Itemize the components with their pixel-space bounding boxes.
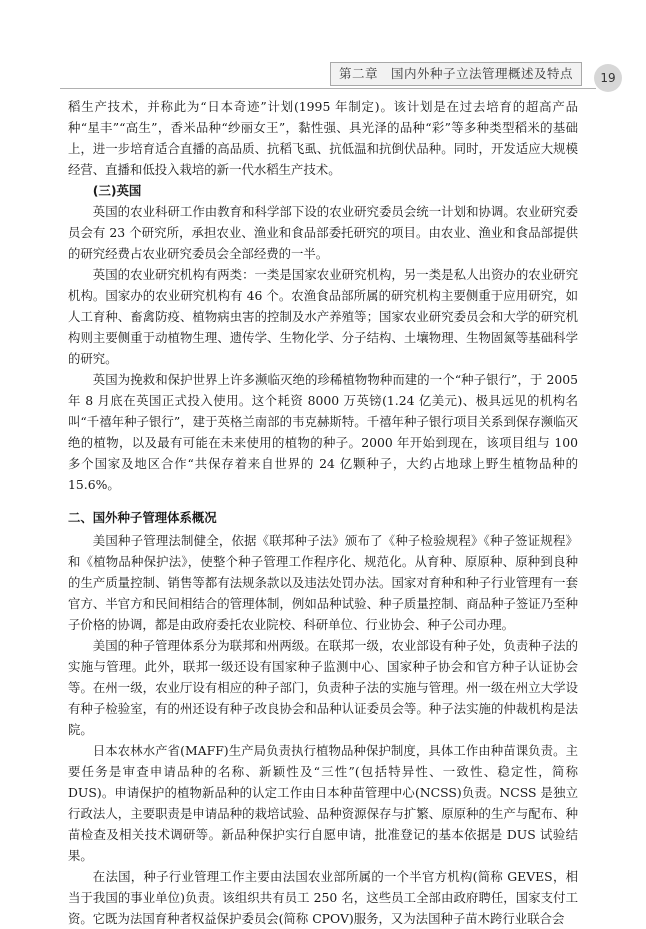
paragraph-uk-research-council: 英国的农业科研工作由教育和科学部下设的农业研究委员会统一计划和协调。农业研究委员会有 23 个研究所，承担农业、渔业和食品部委托研究的项目。由农业、渔业和食品部提供的研究经费占农业研究委员会全部经费的一半。 [68,204,578,261]
chapter-title-header: 第二章 国内外种子立法管理概述及特点 [330,62,582,86]
subheading-uk: (三)英国 [92,183,142,198]
section-heading-foreign-seed-management: 二、国外种子管理体系概况 [68,510,217,525]
page-number: 19 [594,64,622,92]
paragraph-france-geves: 在法国，种子行业管理工作主要由法国农业部所属的一个半官方机构(简称 GEVES，相当于我国的事业单位)负责。该组织共有员工 250 名，这些员工全部由政府聘任，国家支付工资。它既为法国育种者权益保护委员会(简称 CPOV)服务，又为法国种子苗木跨行业联合会 [68,869,578,926]
paragraph-japan-rice: 稻生产技术，并称此为“日本奇迹”计划(1995 年制定)。该计划是在过去培育的超高产品种“星丰”“高生”，香米品种“纱丽女王”，黏性强、具光泽的品种“彩”等多种类型稻米的基础上，进一步培育适合直播的高品质、抗稻飞虱、抗低温和抗倒伏品种。同时，开发适应大规模经营、直播和低投入栽培的新一代水稻生产技术。 [68,99,578,177]
paragraph-us-management-system: 美国的种子管理体系分为联邦和州两级。在联邦一级，农业部设有种子处，负责种子法的实施与管理。此外，联邦一级还设有国家种子监测中心、国家种子协会和官方种子认证协会等。在州一级，农业厅设有相应的种子部门，负责种子法的实施与管理。州一级在州立大学设有种子检验室，有的州还设有种子改良协会和品种认证委员会等。种子法实施的仲裁机构是法院。 [68,638,578,737]
paragraph-uk-research-institutions: 英国的农业研究机构有两类：一类是国家农业研究机构，另一类是私人出资办的农业研究机构。国家办的农业研究机构有 46 个。农渔食品部所属的研究机构主要侧重于应用研究，如人工育种、畜禽防疫、植物病虫害的控制及水产养殖等；国家农业研究委员会和大学的研究机构则主要侧重于动植物生理、遗传学、生物化学、分子结构、土壤物理、生物固氮等基础科学的研究。 [68,267,578,366]
page-body [68,96,578,929]
header-rule [60,88,596,89]
paragraph-japan-maff: 日本农林水产省(MAFF)生产局负责执行植物品种保护制度，具体工作由种苗课负责。主要任务是审查申请品种的名称、新颖性及“三性”(包括特异性、一致性、稳定性，简称 DUS)。申请保护的植物新品种的认定工作由日本种苗管理中心(NCSS)负责。NCSS 是独立行政法人，主要职责是申请品种的栽培试验、品种资源保存与扩繁、原原种的生产与配布、种苗检查及相关技术调研等。新品种保护实行自愿申请，批准登记的基本依据是 DUS 试验结果。 [68,743,578,863]
paragraph-uk-seed-bank: 英国为挽救和保护世界上许多濒临灭绝的珍稀植物物种而建的一个“种子银行”，于 2005 年 8 月底在英国正式投入使用。这个耗资 8000 万英镑(1.24 亿美元)、极具远见的机构名叫“千禧年种子银行”，建于英格兰南部的韦克赫斯特。千禧年种子银行项目关系到保存濒临灭绝的植物，以及最有可能在未来使用的植物的种子。2000 年开始到现在，该项目组与 100 多个国家及地区合作“共保存着来自世界的 24 亿颗种子，大约占地球上野生植物品种的 15.6%。 [68,372,578,492]
paragraph-us-seed-law: 美国种子管理法制健全，依据《联邦种子法》颁布了《种子检验规程》《种子签证规程》和《植物品种保护法》，使整个种子管理工作程序化、规范化。从育种、原原种、原种到良种的生产质量控制、销售等都有法规条款以及违法处罚办法。国家对育种和种子行业管理有一套官方、半官方和民间相结合的管理体制，例如品种试验、种子质量控制、商品种子签证乃至种子价格的协调，都是由政府委托农业院校、科研单位、行业协会、种子公司办理。 [68,533,578,632]
